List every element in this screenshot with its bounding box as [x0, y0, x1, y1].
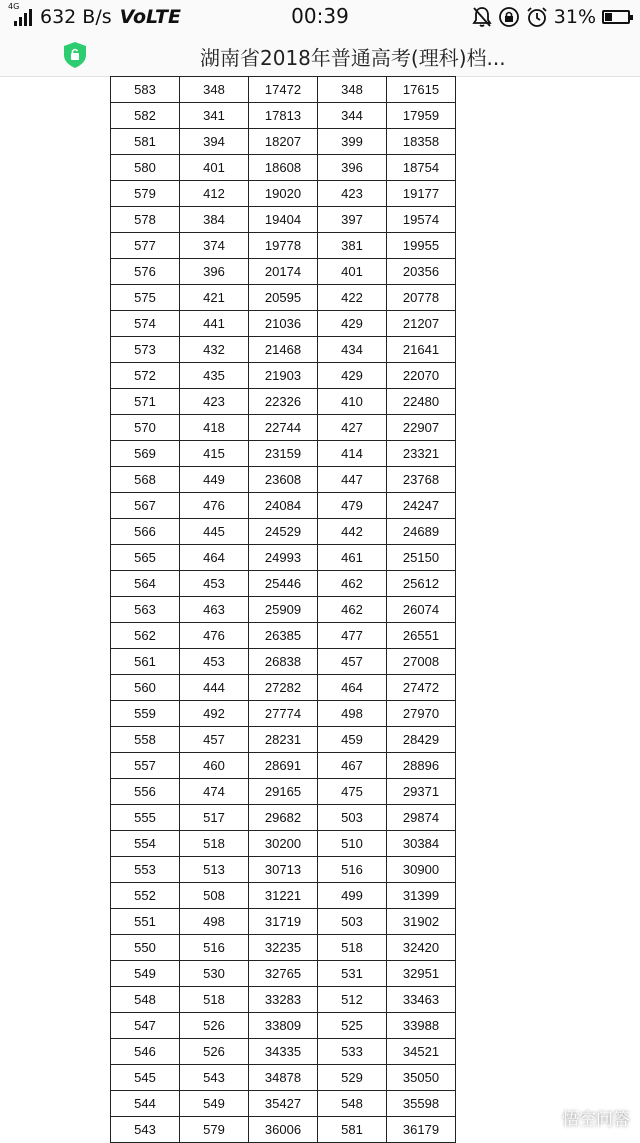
table-cell: 449 — [180, 467, 249, 493]
table-cell: 557 — [111, 753, 180, 779]
table-cell: 569 — [111, 441, 180, 467]
battery-fill — [605, 13, 612, 21]
table-cell: 30384 — [387, 831, 456, 857]
table-cell: 28429 — [387, 727, 456, 753]
table-cell: 579 — [111, 181, 180, 207]
table-cell: 444 — [180, 675, 249, 701]
table-row — [111, 77, 456, 103]
table-row — [111, 337, 456, 363]
alarm-icon — [526, 6, 548, 28]
table-cell: 453 — [180, 571, 249, 597]
table-cell: 548 — [318, 1091, 387, 1117]
table-cell: 423 — [180, 389, 249, 415]
table-cell: 18358 — [387, 129, 456, 155]
table-cell: 476 — [180, 623, 249, 649]
table-cell: 560 — [111, 675, 180, 701]
table-row — [111, 727, 456, 753]
status-bar — [0, 0, 640, 34]
table-cell: 401 — [180, 155, 249, 181]
table-cell: 36006 — [249, 1117, 318, 1143]
table-row — [111, 1065, 456, 1091]
table-cell: 531 — [318, 961, 387, 987]
table-cell: 31399 — [387, 883, 456, 909]
table-cell: 498 — [180, 909, 249, 935]
table-cell: 427 — [318, 415, 387, 441]
shield-icon[interactable] — [62, 41, 88, 69]
network-type-label: 4G — [8, 2, 20, 11]
page-title: 湖南省2018年普通高考(理科)档... — [200, 46, 506, 70]
table-cell: 348 — [180, 77, 249, 103]
table-cell: 562 — [111, 623, 180, 649]
table-cell: 28691 — [249, 753, 318, 779]
table-cell: 574 — [111, 311, 180, 337]
table-cell: 27282 — [249, 675, 318, 701]
table-cell: 24689 — [387, 519, 456, 545]
table-cell: 21641 — [387, 337, 456, 363]
table-row — [111, 753, 456, 779]
table-cell: 429 — [318, 311, 387, 337]
table-cell: 31902 — [387, 909, 456, 935]
table-row — [111, 233, 456, 259]
table-cell: 17472 — [249, 77, 318, 103]
table-cell: 19404 — [249, 207, 318, 233]
table-cell: 554 — [111, 831, 180, 857]
table-cell: 22070 — [387, 363, 456, 389]
table-cell: 422 — [318, 285, 387, 311]
table-cell: 434 — [318, 337, 387, 363]
table-cell: 23159 — [249, 441, 318, 467]
table-row — [111, 1117, 456, 1143]
table-row — [111, 103, 456, 129]
table-cell: 17615 — [387, 77, 456, 103]
table-cell: 453 — [180, 649, 249, 675]
table-cell: 513 — [180, 857, 249, 883]
table-row — [111, 519, 456, 545]
table-cell: 33988 — [387, 1013, 456, 1039]
table-cell: 577 — [111, 233, 180, 259]
table-cell: 558 — [111, 727, 180, 753]
table-cell: 418 — [180, 415, 249, 441]
table-row — [111, 779, 456, 805]
table-cell: 396 — [180, 259, 249, 285]
table-cell: 462 — [318, 571, 387, 597]
table-cell: 435 — [180, 363, 249, 389]
table-cell: 544 — [111, 1091, 180, 1117]
table-cell: 467 — [318, 753, 387, 779]
table-cell: 512 — [318, 987, 387, 1013]
table-cell: 555 — [111, 805, 180, 831]
table-cell: 567 — [111, 493, 180, 519]
score-table-body — [111, 77, 456, 1143]
table-cell: 549 — [111, 961, 180, 987]
table-cell: 412 — [180, 181, 249, 207]
table-row — [111, 987, 456, 1013]
table-cell: 576 — [111, 259, 180, 285]
table-cell: 445 — [180, 519, 249, 545]
table-cell: 565 — [111, 545, 180, 571]
table-cell: 516 — [180, 935, 249, 961]
table-cell: 27008 — [387, 649, 456, 675]
title-bar — [0, 34, 640, 77]
table-row — [111, 545, 456, 571]
table-row — [111, 129, 456, 155]
table-cell: 32765 — [249, 961, 318, 987]
table-cell: 27472 — [387, 675, 456, 701]
table-cell: 397 — [318, 207, 387, 233]
table-cell: 25909 — [249, 597, 318, 623]
table-row — [111, 415, 456, 441]
table-cell: 432 — [180, 337, 249, 363]
table-cell: 21468 — [249, 337, 318, 363]
table-cell: 543 — [111, 1117, 180, 1143]
table-cell: 476 — [180, 493, 249, 519]
table-cell: 530 — [180, 961, 249, 987]
table-cell: 25150 — [387, 545, 456, 571]
table-cell: 578 — [111, 207, 180, 233]
table-cell: 568 — [111, 467, 180, 493]
table-cell: 571 — [111, 389, 180, 415]
table-row — [111, 493, 456, 519]
table-cell: 561 — [111, 649, 180, 675]
table-cell: 529 — [318, 1065, 387, 1091]
table-cell: 518 — [318, 935, 387, 961]
table-cell: 24247 — [387, 493, 456, 519]
table-row — [111, 623, 456, 649]
table-row — [111, 805, 456, 831]
table-cell: 543 — [180, 1065, 249, 1091]
table-row — [111, 285, 456, 311]
table-row — [111, 311, 456, 337]
volte-label: VoLTE — [119, 6, 181, 28]
table-cell: 423 — [318, 181, 387, 207]
wukong-icon — [534, 1107, 556, 1129]
table-cell: 479 — [318, 493, 387, 519]
table-cell: 460 — [180, 753, 249, 779]
table-row — [111, 155, 456, 181]
table-cell: 549 — [180, 1091, 249, 1117]
table-cell: 28896 — [387, 753, 456, 779]
table-cell: 533 — [318, 1039, 387, 1065]
table-cell: 32951 — [387, 961, 456, 987]
table-cell: 508 — [180, 883, 249, 909]
table-cell: 32235 — [249, 935, 318, 961]
table-cell: 526 — [180, 1039, 249, 1065]
table-row — [111, 935, 456, 961]
table-cell: 32420 — [387, 935, 456, 961]
table-cell: 17813 — [249, 103, 318, 129]
table-cell: 547 — [111, 1013, 180, 1039]
table-cell: 551 — [111, 909, 180, 935]
table-cell: 27774 — [249, 701, 318, 727]
table-cell: 464 — [180, 545, 249, 571]
battery-percent: 31% — [553, 6, 596, 28]
table-cell: 28231 — [249, 727, 318, 753]
table-cell: 24529 — [249, 519, 318, 545]
table-cell: 525 — [318, 1013, 387, 1039]
table-cell: 341 — [180, 103, 249, 129]
table-row — [111, 831, 456, 857]
table-cell: 579 — [180, 1117, 249, 1143]
table-cell: 374 — [180, 233, 249, 259]
table-cell: 34335 — [249, 1039, 318, 1065]
table-cell: 414 — [318, 441, 387, 467]
table-cell: 503 — [318, 805, 387, 831]
table-cell: 492 — [180, 701, 249, 727]
table-cell: 31719 — [249, 909, 318, 935]
table-cell: 35050 — [387, 1065, 456, 1091]
score-table-container — [110, 76, 456, 1143]
table-cell: 31221 — [249, 883, 318, 909]
table-cell: 394 — [180, 129, 249, 155]
table-cell: 26385 — [249, 623, 318, 649]
table-cell: 33809 — [249, 1013, 318, 1039]
table-row — [111, 883, 456, 909]
table-row — [111, 857, 456, 883]
table-cell: 34521 — [387, 1039, 456, 1065]
table-cell: 30200 — [249, 831, 318, 857]
table-cell: 517 — [180, 805, 249, 831]
table-row — [111, 649, 456, 675]
table-cell: 17959 — [387, 103, 456, 129]
table-cell: 498 — [318, 701, 387, 727]
table-row — [111, 571, 456, 597]
table-cell: 581 — [111, 129, 180, 155]
table-cell: 384 — [180, 207, 249, 233]
table-cell: 344 — [318, 103, 387, 129]
table-cell: 583 — [111, 77, 180, 103]
table-cell: 22326 — [249, 389, 318, 415]
table-cell: 27970 — [387, 701, 456, 727]
table-cell: 19020 — [249, 181, 318, 207]
table-cell: 410 — [318, 389, 387, 415]
table-cell: 21207 — [387, 311, 456, 337]
table-cell: 477 — [318, 623, 387, 649]
table-cell: 429 — [318, 363, 387, 389]
table-row — [111, 675, 456, 701]
table-cell: 545 — [111, 1065, 180, 1091]
table-row — [111, 1091, 456, 1117]
table-cell: 24993 — [249, 545, 318, 571]
network-speed: 632 B/s — [40, 6, 112, 28]
table-cell: 23768 — [387, 467, 456, 493]
table-cell: 19177 — [387, 181, 456, 207]
table-cell: 457 — [318, 649, 387, 675]
table-cell: 26551 — [387, 623, 456, 649]
table-cell: 518 — [180, 987, 249, 1013]
table-cell: 29371 — [387, 779, 456, 805]
table-cell: 559 — [111, 701, 180, 727]
table-cell: 381 — [318, 233, 387, 259]
table-cell: 581 — [318, 1117, 387, 1143]
table-row — [111, 363, 456, 389]
table-cell: 442 — [318, 519, 387, 545]
table-cell: 553 — [111, 857, 180, 883]
table-cell: 23608 — [249, 467, 318, 493]
table-cell: 552 — [111, 883, 180, 909]
table-cell: 526 — [180, 1013, 249, 1039]
table-row — [111, 467, 456, 493]
table-cell: 415 — [180, 441, 249, 467]
table-cell: 30713 — [249, 857, 318, 883]
table-cell: 18608 — [249, 155, 318, 181]
table-cell: 21903 — [249, 363, 318, 389]
table-row — [111, 181, 456, 207]
table-cell: 30900 — [387, 857, 456, 883]
table-cell: 447 — [318, 467, 387, 493]
status-right — [472, 4, 630, 30]
table-cell: 463 — [180, 597, 249, 623]
table-cell: 36179 — [387, 1117, 456, 1143]
table-cell: 563 — [111, 597, 180, 623]
table-cell: 548 — [111, 987, 180, 1013]
table-cell: 29165 — [249, 779, 318, 805]
table-row — [111, 909, 456, 935]
table-cell: 457 — [180, 727, 249, 753]
battery-icon — [602, 10, 630, 24]
table-cell: 575 — [111, 285, 180, 311]
table-cell: 348 — [318, 77, 387, 103]
table-cell: 18207 — [249, 129, 318, 155]
table-cell: 582 — [111, 103, 180, 129]
table-row — [111, 597, 456, 623]
lock-rotation-icon — [498, 6, 520, 28]
table-cell: 475 — [318, 779, 387, 805]
table-row — [111, 961, 456, 987]
table-cell: 20356 — [387, 259, 456, 285]
table-cell: 21036 — [249, 311, 318, 337]
table-cell: 29874 — [387, 805, 456, 831]
table-cell: 35427 — [249, 1091, 318, 1117]
table-cell: 556 — [111, 779, 180, 805]
table-cell: 474 — [180, 779, 249, 805]
watermark-text: 悟空问答 — [562, 1110, 630, 1130]
table-cell: 396 — [318, 155, 387, 181]
table-cell: 33463 — [387, 987, 456, 1013]
table-row — [111, 441, 456, 467]
table-cell: 516 — [318, 857, 387, 883]
table-cell: 19778 — [249, 233, 318, 259]
table-cell: 22907 — [387, 415, 456, 441]
table-cell: 26838 — [249, 649, 318, 675]
table-cell: 33283 — [249, 987, 318, 1013]
table-row — [111, 1013, 456, 1039]
table-cell: 510 — [318, 831, 387, 857]
table-cell: 518 — [180, 831, 249, 857]
table-cell: 573 — [111, 337, 180, 363]
watermark — [534, 1105, 630, 1130]
table-cell: 22744 — [249, 415, 318, 441]
table-cell: 441 — [180, 311, 249, 337]
table-cell: 464 — [318, 675, 387, 701]
table-row — [111, 389, 456, 415]
table-cell: 20174 — [249, 259, 318, 285]
table-cell: 462 — [318, 597, 387, 623]
table-cell: 35598 — [387, 1091, 456, 1117]
table-cell: 22480 — [387, 389, 456, 415]
table-cell: 19574 — [387, 207, 456, 233]
table-row — [111, 259, 456, 285]
table-row — [111, 207, 456, 233]
table-cell: 570 — [111, 415, 180, 441]
table-cell: 550 — [111, 935, 180, 961]
table-cell: 572 — [111, 363, 180, 389]
table-cell: 499 — [318, 883, 387, 909]
table-cell: 399 — [318, 129, 387, 155]
table-row — [111, 1039, 456, 1065]
table-cell: 19955 — [387, 233, 456, 259]
table-cell: 29682 — [249, 805, 318, 831]
clock: 00:39 — [291, 4, 349, 28]
table-cell: 34878 — [249, 1065, 318, 1091]
table-cell: 18754 — [387, 155, 456, 181]
table-cell: 461 — [318, 545, 387, 571]
mute-bell-icon — [472, 6, 492, 28]
table-cell: 25612 — [387, 571, 456, 597]
table-cell: 20778 — [387, 285, 456, 311]
table-cell: 459 — [318, 727, 387, 753]
table-cell: 566 — [111, 519, 180, 545]
table-cell: 546 — [111, 1039, 180, 1065]
table-cell: 24084 — [249, 493, 318, 519]
table-cell: 503 — [318, 909, 387, 935]
table-cell: 421 — [180, 285, 249, 311]
table-cell: 564 — [111, 571, 180, 597]
table-row — [111, 701, 456, 727]
table-cell: 25446 — [249, 571, 318, 597]
table-cell: 20595 — [249, 285, 318, 311]
table-cell: 26074 — [387, 597, 456, 623]
table-cell: 580 — [111, 155, 180, 181]
score-table — [110, 76, 456, 1143]
table-cell: 23321 — [387, 441, 456, 467]
table-cell: 401 — [318, 259, 387, 285]
